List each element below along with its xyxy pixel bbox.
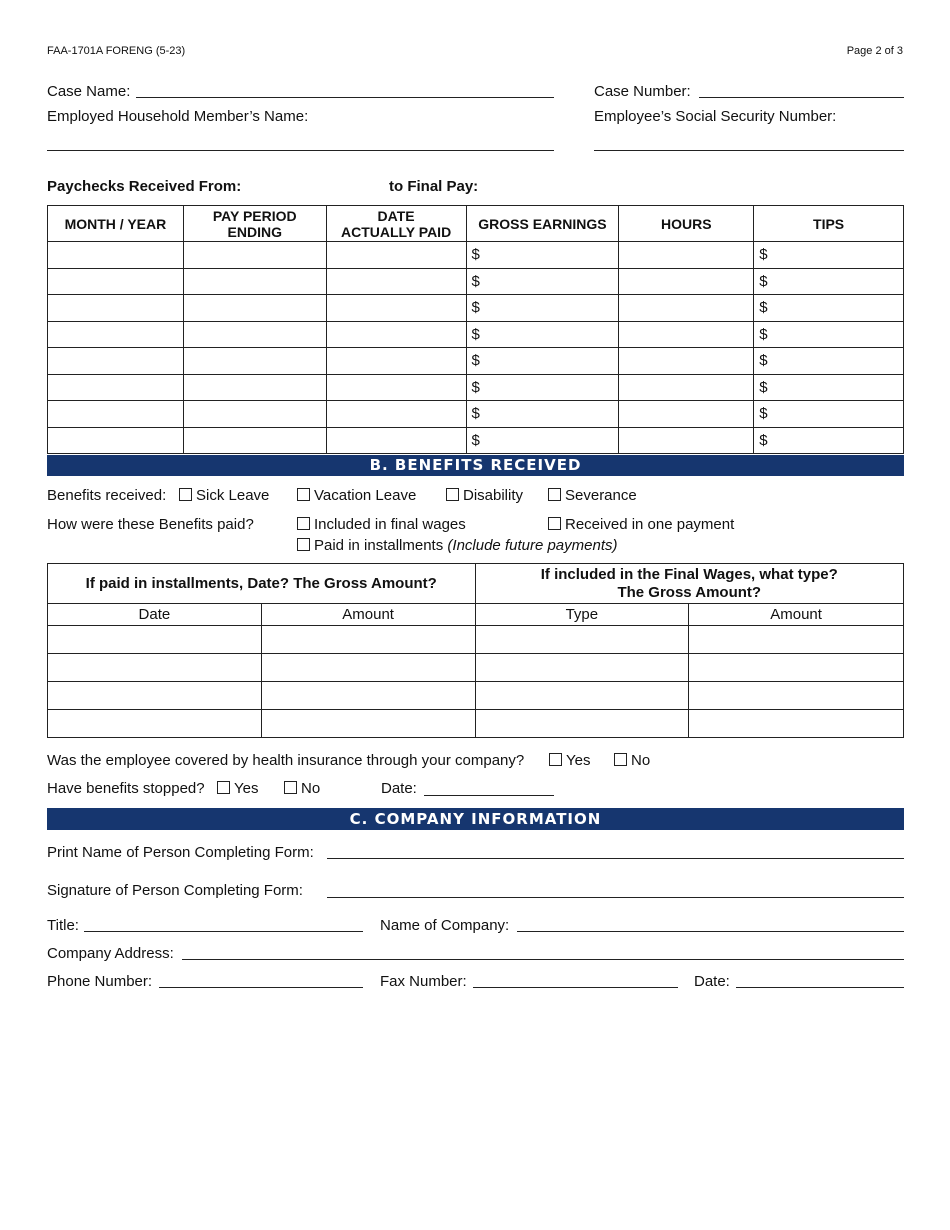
vacation-leave-checkbox[interactable]: [297, 488, 310, 501]
benefit-sick-leave[interactable]: Sick Leave: [179, 487, 269, 504]
tips-cell[interactable]: $: [754, 242, 904, 269]
month-year-cell[interactable]: [48, 295, 184, 322]
pay-period-cell[interactable]: [183, 348, 326, 375]
installment-amount-cell[interactable]: [261, 654, 475, 682]
table-row: [48, 374, 904, 401]
tips-cell[interactable]: $: [754, 348, 904, 375]
month-year-cell[interactable]: [48, 348, 184, 375]
date-paid-cell[interactable]: [326, 295, 466, 322]
tips-cell[interactable]: $: [754, 427, 904, 454]
health-insurance-question: Was the employee covered by health insurance through your company?: [47, 752, 525, 769]
benefit-disability[interactable]: Disability: [446, 487, 523, 504]
company-address-field[interactable]: [182, 959, 904, 960]
date-paid-cell[interactable]: [326, 242, 466, 269]
health-no-checkbox[interactable]: [614, 753, 627, 766]
pay-period-cell[interactable]: [183, 321, 326, 348]
stopped-yes[interactable]: Yes: [217, 780, 258, 797]
gross-earnings-cell[interactable]: $: [466, 401, 619, 428]
company-name-label: Name of Company:: [380, 917, 510, 934]
pay-period-cell[interactable]: [183, 242, 326, 269]
hours-cell[interactable]: [619, 242, 754, 269]
hours-cell[interactable]: [619, 427, 754, 454]
col-pay-period-ending: PAY PERIOD ENDING: [183, 206, 326, 242]
company-address-label: Company Address:: [47, 945, 174, 962]
form-id: FAA-1701A FORENG (5-23): [47, 45, 186, 57]
print-name-field[interactable]: [327, 858, 904, 859]
subheader-type: Type: [475, 604, 689, 626]
wage-type-cell[interactable]: [475, 654, 689, 682]
table-row: [48, 401, 904, 428]
paid-final-wages[interactable]: Included in final wages: [297, 516, 466, 533]
month-year-cell[interactable]: [48, 268, 184, 295]
stopped-date-label: Date:: [381, 780, 417, 797]
installment-amount-cell[interactable]: [261, 710, 475, 738]
paychecks-from-label: Paychecks Received From:: [47, 178, 242, 195]
gross-earnings-cell[interactable]: $: [466, 295, 619, 322]
date-paid-cell[interactable]: [326, 401, 466, 428]
stopped-date-field[interactable]: [424, 795, 554, 796]
table-row: [48, 427, 904, 454]
hours-cell[interactable]: [619, 401, 754, 428]
health-yes[interactable]: Yes: [549, 752, 590, 769]
gross-earnings-cell[interactable]: $: [466, 348, 619, 375]
stopped-yes-checkbox[interactable]: [217, 781, 230, 794]
hours-cell[interactable]: [619, 295, 754, 322]
stopped-no[interactable]: No: [284, 780, 320, 797]
installment-date-cell[interactable]: [48, 654, 262, 682]
ssn-label: Employee’s Social Security Number:: [594, 108, 837, 125]
severance-checkbox[interactable]: [548, 488, 561, 501]
final-pay-label: to Final Pay:: [389, 178, 479, 195]
tips-cell[interactable]: $: [754, 268, 904, 295]
benefit-vacation-leave[interactable]: Vacation Leave: [297, 487, 416, 504]
month-year-cell[interactable]: [48, 401, 184, 428]
pay-period-cell[interactable]: [183, 268, 326, 295]
pay-period-cell[interactable]: [183, 374, 326, 401]
paycheck-table: [47, 205, 904, 454]
fax-field[interactable]: [473, 987, 678, 988]
table-row: [48, 295, 904, 322]
installment-date-cell[interactable]: [48, 626, 262, 654]
month-year-cell[interactable]: [48, 242, 184, 269]
subheader-date: Date: [48, 604, 262, 626]
col-hours: HOURS: [619, 206, 754, 242]
gross-earnings-cell[interactable]: $: [466, 374, 619, 401]
employee-name-field[interactable]: [47, 150, 554, 151]
wage-amount-cell[interactable]: [689, 654, 904, 682]
month-year-cell[interactable]: [48, 321, 184, 348]
subheader-amount-2: Amount: [689, 604, 904, 626]
hours-cell[interactable]: [619, 321, 754, 348]
benefits-stopped-question: Have benefits stopped?: [47, 780, 205, 797]
signature-field[interactable]: [327, 897, 904, 898]
gross-earnings-cell[interactable]: $: [466, 268, 619, 295]
final-wages-header: If included in the Final Wages, what type? The Gross Amount?: [475, 564, 904, 604]
table-row: [48, 682, 904, 710]
table-row: [48, 626, 904, 654]
tips-cell[interactable]: $: [754, 374, 904, 401]
sick-leave-checkbox[interactable]: [179, 488, 192, 501]
gross-earnings-cell[interactable]: $: [466, 321, 619, 348]
paid-one-payment[interactable]: Received in one payment: [548, 516, 734, 533]
date-paid-cell[interactable]: [326, 427, 466, 454]
installments-header: If paid in installments, Date? The Gross Amount?: [48, 564, 476, 604]
installment-date-cell[interactable]: [48, 710, 262, 738]
signature-label: Signature of Person Completing Form:: [47, 882, 303, 899]
pay-period-cell[interactable]: [183, 427, 326, 454]
phone-field[interactable]: [159, 987, 363, 988]
table-row: [48, 654, 904, 682]
company-date-label: Date:: [694, 973, 730, 990]
benefit-severance[interactable]: Severance: [548, 487, 637, 504]
benefits-received-label: Benefits received:: [47, 487, 167, 504]
date-paid-cell[interactable]: [326, 321, 466, 348]
col-tips: TIPS: [754, 206, 904, 242]
table-row: [48, 710, 904, 738]
date-paid-cell[interactable]: [326, 374, 466, 401]
wage-type-cell[interactable]: [475, 710, 689, 738]
col-gross-earnings: GROSS EARNINGS: [466, 206, 619, 242]
stopped-no-checkbox[interactable]: [284, 781, 297, 794]
subheader-amount: Amount: [261, 604, 475, 626]
fax-label: Fax Number:: [380, 973, 467, 990]
print-name-label: Print Name of Person Completing Form:: [47, 844, 314, 861]
final-wages-checkbox[interactable]: [297, 517, 310, 530]
installments-note: (Include future payments): [447, 537, 618, 554]
col-date-actually-paid: DATE ACTUALLY PAID: [326, 206, 466, 242]
col-month-year: MONTH / YEAR: [48, 206, 184, 242]
installment-amount-cell[interactable]: [261, 682, 475, 710]
gross-earnings-cell[interactable]: $: [466, 427, 619, 454]
month-year-cell[interactable]: [48, 427, 184, 454]
pay-period-cell[interactable]: [183, 295, 326, 322]
tips-cell[interactable]: $: [754, 295, 904, 322]
benefits-paid-question: How were these Benefits paid?: [47, 516, 254, 533]
wage-amount-cell[interactable]: [689, 710, 904, 738]
wage-amount-cell[interactable]: [689, 682, 904, 710]
table-row: [48, 268, 904, 295]
case-number-field[interactable]: [699, 97, 904, 98]
month-year-cell[interactable]: [48, 374, 184, 401]
date-paid-cell[interactable]: [326, 268, 466, 295]
wage-type-cell[interactable]: [475, 682, 689, 710]
case-name-field[interactable]: [136, 97, 554, 98]
case-name-label: Case Name:: [47, 83, 131, 100]
installment-date-cell[interactable]: [48, 682, 262, 710]
wage-amount-cell[interactable]: [689, 626, 904, 654]
title-field[interactable]: [84, 931, 363, 932]
hours-cell[interactable]: [619, 374, 754, 401]
tips-cell[interactable]: $: [754, 401, 904, 428]
company-date-field[interactable]: [736, 987, 904, 988]
employee-name-label: Employed Household Member’s Name:: [47, 108, 309, 125]
paid-installments[interactable]: Paid in installments (Include future payments): [297, 537, 618, 554]
benefits-section-header: B. BENEFITS RECEIVED: [47, 455, 904, 476]
table-row: [48, 242, 904, 269]
table-row: [48, 321, 904, 348]
installments-table: [47, 563, 904, 738]
phone-label: Phone Number:: [47, 973, 153, 990]
ssn-field[interactable]: [594, 150, 904, 151]
hours-cell[interactable]: [619, 268, 754, 295]
pay-period-cell[interactable]: [183, 401, 326, 428]
one-payment-checkbox[interactable]: [548, 517, 561, 530]
case-number-label: Case Number:: [594, 83, 691, 100]
page-number: Page 2 of 3: [846, 45, 903, 57]
title-label: Title:: [47, 917, 79, 934]
health-yes-checkbox[interactable]: [549, 753, 562, 766]
wage-type-cell[interactable]: [475, 626, 689, 654]
tips-cell[interactable]: $: [754, 321, 904, 348]
date-paid-cell[interactable]: [326, 348, 466, 375]
health-no[interactable]: No: [614, 752, 650, 769]
company-name-field[interactable]: [517, 931, 904, 932]
hours-cell[interactable]: [619, 348, 754, 375]
company-section-header: C. COMPANY INFORMATION: [47, 808, 904, 830]
table-row: [48, 348, 904, 375]
installment-amount-cell[interactable]: [261, 626, 475, 654]
disability-checkbox[interactable]: [446, 488, 459, 501]
installments-checkbox[interactable]: [297, 538, 310, 551]
gross-earnings-cell[interactable]: $: [466, 242, 619, 269]
